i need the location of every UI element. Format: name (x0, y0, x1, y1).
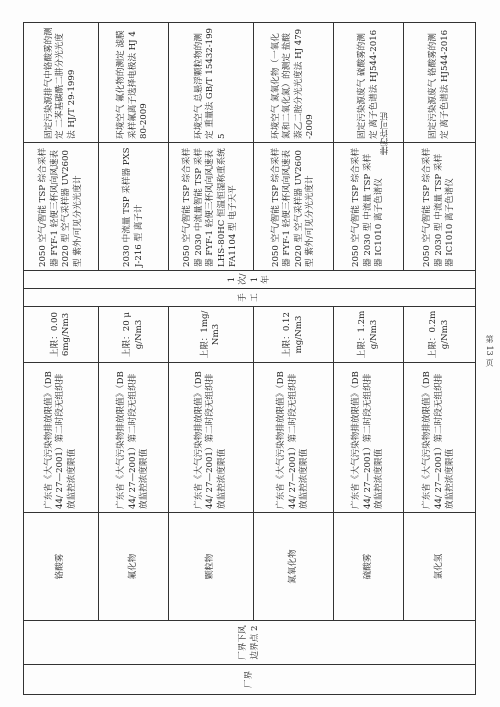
table-row (334, 23, 404, 695)
site-cell: 厂界 (24, 665, 476, 695)
limit-cell: 上限：1.2mg/Nm3 (334, 307, 404, 363)
pollutant-cell: 颗粒物 (169, 513, 254, 621)
page-number: 第 13 页 (485, 335, 494, 367)
method-cell: 2050 空气/智能 TSP 综合采样器 2030 中流量智能 TSP 采样器 FYF-1 轻便三杯风向风速表 LHS-80HC 恒温恒湿称重系统 FA1104 型 电子天平 (169, 143, 254, 271)
table-row (254, 23, 334, 695)
method-cell: 2050 空气/智能 TSP 综合采样器 2030 型 中流量 TSP 采样器 IC1010 离子色谱仪 (404, 143, 476, 271)
limit-cell: 上限：0.006mg/Nm3 (24, 307, 99, 363)
standard-cell: 广东省《大气污染物排放限值》（DB44/ 27—2001）第二时段无组织排放监控浓度限值 (24, 363, 99, 513)
method-cell: 2050 空气/智能 TSP 综合采样器 FYF-1 轻便三杯风向风速表 2020 型 空气采样器 UV2600 型 紫外/可见分光光度计 (24, 143, 99, 271)
standard-cell: 广东省《大气污染物排放限值》（DB44/ 27—2001）第二时段无组织排放监控浓度限值 (99, 363, 169, 513)
standard-cell: 广东省《大气污染物排放限值》（DB44/ 27—2001）第二时段无组织排放监控浓度限值 (404, 363, 476, 513)
standard-method-cell: 环境空气 氟化物的测定 滤膜采样氟离子选择电极法 HJ 480-2009 (99, 23, 169, 143)
permit-label: 排污许可证 (380, 112, 390, 155)
table-row (24, 23, 99, 695)
point-cell: 厂界下风边界点 2 (24, 621, 476, 665)
pollutant-cell: 氟化物 (99, 513, 169, 621)
limit-cell: 上限：20 μg/Nm3 (99, 307, 169, 363)
pollutant-cell: 氯化氢 (404, 513, 476, 621)
standard-cell: 广东省《大气污染物排放限值》（DB44/ 27—2001）第二时段无组织排放监控浓度限值 (169, 363, 254, 513)
standard-cell: 广东省《大气污染物排放限值》（DB44/ 27—2001）第二时段无组织排放监控浓度限值 (334, 363, 404, 513)
limit-cell: 上限：0.2mg/Nm3 (404, 307, 476, 363)
table-row (99, 23, 169, 695)
method-cell: 2030 中流量 TSP 采样器 PXSJ-216 型 离子计 (99, 143, 169, 271)
standard-method-cell: 环境空气 总悬浮颗粒物的测定 重量法 GB/T 15432-1995 (169, 23, 254, 143)
standard-method-cell: 固定污染源废气 铬酸雾的测定 离子色谱法 HJ544-2016 (404, 23, 476, 143)
standard-method-cell: 固定污染源排气中铬酸雾的测定 二苯基碳酰二肼分光光度法 HJ/T 29-1999 (24, 23, 99, 143)
pollutant-cell: 氮氧化物 (254, 513, 334, 621)
standard-method-cell: 环境空气 氮氧化物（一氧化氮和二氧化氮）的测定 盐酸萘乙二胺分光光度法 HJ 479-2009 (254, 23, 334, 143)
standard-method-cell: 固定污染源废气 硫酸雾的测定 离子色谱法 HJ544-2016 (334, 23, 404, 143)
pollutant-cell: 硫酸雾 (334, 513, 404, 621)
limit-cell: 上限：0.12mg/Nm3 (254, 307, 334, 363)
standard-cell: 广东省《大气污染物排放限值》（DB44/ 27—2001）第二时段无组织排放监控浓度限值 (254, 363, 334, 513)
rotated-table-wrapper (23, 23, 475, 695)
limit-cell: 上限：1mg/Nm3 (169, 307, 254, 363)
method-cell: 2050 空气/智能 TSP 综合采样器 2030 型 中流量 TSP 采样器 IC1010 离子色谱仪 (334, 143, 404, 271)
table-row (404, 23, 476, 695)
pollutant-cell: 铬酸雾 (24, 513, 99, 621)
frequency-cell: 1 次/1 年 (24, 271, 476, 289)
sampling-mode-cell: 手工 (24, 289, 476, 307)
method-cell: 2050 空气/智能 TSP 综合采样器 FYF-1 轻便三杯风向风速表 2020 型 空气采样器 UV2600 型 紫外/可见分光光度计 (254, 143, 334, 271)
monitoring-table (23, 22, 476, 695)
table-row (169, 23, 254, 695)
